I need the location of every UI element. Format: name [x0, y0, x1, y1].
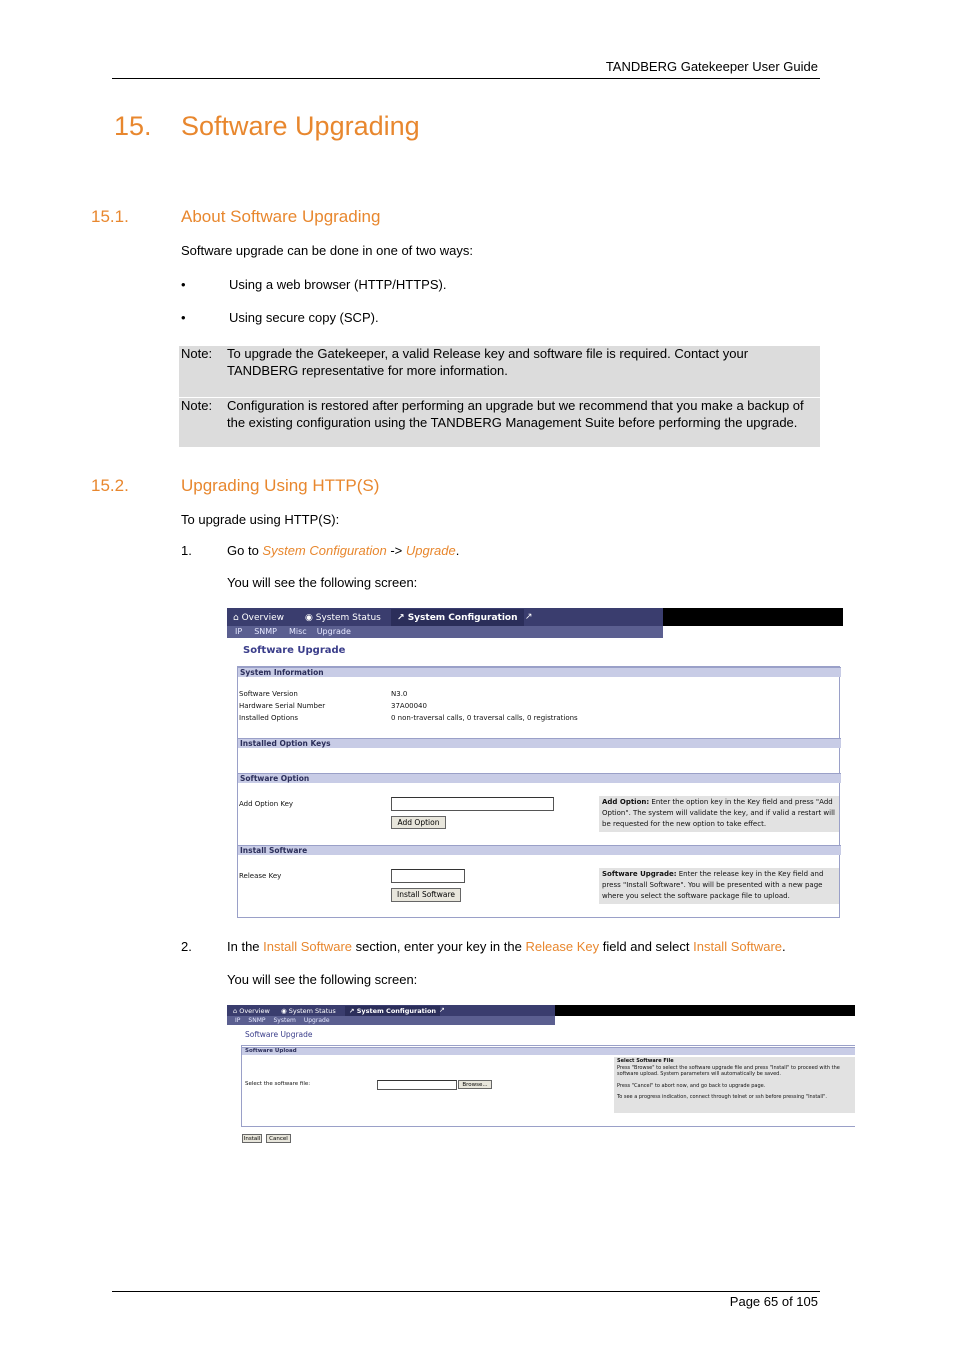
home-icon: ⌂ [233, 613, 239, 623]
status-icon: ◉ [281, 1007, 287, 1015]
cancel-button[interactable]: Cancel [266, 1134, 291, 1143]
subnav-upgrade[interactable]: Upgrade [316, 627, 351, 636]
header-rule [112, 78, 820, 79]
sub-nav-bar [227, 626, 663, 638]
tab-system-status[interactable] [305, 613, 381, 623]
step-text [227, 939, 786, 954]
section-number: 15.2. [91, 476, 129, 495]
home-icon: ⌂ [233, 1007, 238, 1015]
wrench-icon: ↗ [397, 613, 405, 623]
section-number: 15.1. [91, 207, 129, 226]
page-title: Software Upgrade [245, 1030, 313, 1039]
step-text-part: Go to [227, 543, 263, 558]
step-caption: You will see the following screen: [227, 972, 418, 987]
chapter-number: 15. [114, 111, 152, 141]
section-title: About Software Upgrading [181, 207, 381, 226]
help-box [614, 1057, 855, 1113]
tab-overview[interactable] [233, 613, 284, 623]
screenshot-software-upload-page [227, 1005, 855, 1147]
step-text-part: -> [386, 543, 406, 558]
tab-label: System Status [315, 613, 381, 623]
add-option-key-input[interactable] [391, 797, 554, 811]
install-software-link[interactable]: Install Software [693, 939, 782, 954]
screenshot-upgrade-page [227, 608, 843, 918]
wrench-icon: ↗ [349, 1007, 355, 1015]
note-text: To upgrade the Gatekeeper, a valid Release key and software file is required. Contact your TANDBERG representative for more information. [227, 346, 749, 378]
subnav-snmp[interactable]: SNMP [254, 627, 277, 636]
subnav-snmp[interactable]: SNMP [248, 1017, 266, 1024]
section-bar-install-software: Install Software [238, 845, 841, 855]
tools-icon[interactable]: ↗ [525, 612, 533, 622]
step-caption: You will see the following screen: [227, 575, 418, 590]
note-box [179, 398, 820, 447]
help-title: Select Software File [617, 1058, 674, 1064]
install-software-link[interactable]: Install Software [263, 939, 353, 954]
list-item: Using secure copy (SCP). [229, 310, 379, 325]
footer-rule [112, 1291, 820, 1292]
upgrade-link[interactable]: Upgrade [405, 543, 456, 558]
chapter-title: Software Upgrading [181, 111, 420, 141]
browse-button[interactable]: Browse... [458, 1080, 492, 1089]
section-intro: Software upgrade can be done in one of two ways: [181, 243, 473, 258]
subnav-misc[interactable]: Misc [288, 627, 307, 636]
tab-label: System Configuration [407, 613, 518, 623]
note-label: Note: [181, 398, 213, 413]
document-header-title: TANDBERG Gatekeeper User Guide [605, 59, 818, 74]
field-label: Add Option Key [239, 800, 294, 808]
note-label: Note: [181, 346, 213, 361]
page-title: Software Upgrade [243, 645, 346, 656]
step-number: 1. [181, 543, 192, 558]
bullet-icon: • [181, 277, 186, 292]
step-text-part: section, enter your key in the [352, 939, 526, 954]
section-bar-system-information: System Information [238, 667, 841, 677]
help-text: Enter the release key in the Key field and press "Install Software". You will be presented with a new page where you select the software package file to upload. [602, 870, 824, 900]
add-option-button[interactable]: Add Option [391, 816, 446, 829]
tab-overview[interactable] [233, 1007, 270, 1015]
nav-filler [663, 608, 843, 626]
section-bar-installed-option-keys: Installed Option Keys [238, 738, 841, 748]
field-label: Software Version [239, 690, 298, 698]
field-value: 37A00040 [391, 702, 427, 710]
system-configuration-link[interactable]: System Configuration [262, 543, 387, 558]
help-text: Enter the option key in the Key field and press "Add Option". The system will validate the key, and if valid a restart will be requested for the new option to take effect. [602, 798, 835, 828]
sub-nav-bar [227, 1016, 555, 1025]
tab-system-configuration[interactable] [345, 1006, 440, 1016]
install-button[interactable]: Install [243, 1136, 261, 1142]
step-text-part: . [455, 543, 460, 558]
bullet-icon: • [181, 310, 186, 325]
page-number: Page 65 of 105 [729, 1294, 818, 1309]
note-text: Configuration is restored after performing an upgrade but we recommend that you make a backup of the existing configuration using the TANDBERG Management Suite before performing the upgrade. [227, 398, 804, 430]
release-key-input[interactable] [391, 869, 465, 883]
tools-icon[interactable]: ↗ [439, 1006, 445, 1014]
step-number: 2. [181, 939, 192, 954]
step-text-part: . [782, 939, 786, 954]
subnav-ip[interactable]: IP [235, 627, 243, 636]
note-box [179, 346, 820, 397]
subnav-system[interactable]: System [273, 1017, 296, 1024]
nav-filler [555, 1005, 855, 1016]
field-label: Hardware Serial Number [239, 702, 326, 710]
step-text [227, 543, 459, 558]
step-text-part: In the [227, 939, 264, 954]
tab-label: Overview [239, 1007, 270, 1015]
field-label: Release Key [239, 872, 282, 880]
help-title: Add Option: [602, 798, 650, 806]
section-bar-software-option: Software Option [238, 773, 841, 783]
status-icon: ◉ [305, 613, 313, 623]
section-title: Upgrading Using HTTP(S) [181, 476, 380, 495]
software-file-input[interactable] [377, 1080, 457, 1090]
help-box [599, 796, 839, 832]
help-text: Press "Browse" to select the software upgrade file and press "Install" to proceed with the software upload. System parameters will automatically be saved. [617, 1064, 840, 1077]
section-bar-software-upload: Software Upload [242, 1047, 855, 1055]
release-key-link[interactable]: Release Key [525, 939, 600, 954]
help-box [599, 868, 839, 904]
section-intro: To upgrade using HTTP(S): [181, 512, 340, 527]
field-value: 0 non-traversal calls, 0 traversal calls, 0 registrations [391, 714, 578, 722]
subnav-upgrade[interactable]: Upgrade [303, 1017, 330, 1024]
field-label: Select the software file: [245, 1081, 311, 1087]
subnav-filler [663, 626, 843, 638]
install-software-button[interactable]: Install Software [391, 888, 461, 902]
tab-system-configuration[interactable] [391, 609, 524, 626]
tab-label: System Status [288, 1007, 336, 1015]
help-text: Press "Cancel" to abort now, and go back to upgrade page. [617, 1082, 766, 1089]
tab-label: System Configuration [356, 1007, 437, 1015]
tab-label: Overview [241, 613, 284, 623]
tab-system-status[interactable] [281, 1007, 336, 1015]
help-text: To see a progress indication, connect through telnet or ssh before pressing "Install". [617, 1094, 828, 1100]
subnav-ip[interactable]: IP [235, 1017, 241, 1024]
step-text-part: field and select [599, 939, 694, 954]
field-value: N3.0 [391, 690, 408, 698]
help-title: Software Upgrade: [602, 870, 677, 878]
list-item: Using a web browser (HTTP/HTTPS). [229, 277, 447, 292]
field-label: Installed Options [239, 714, 299, 722]
